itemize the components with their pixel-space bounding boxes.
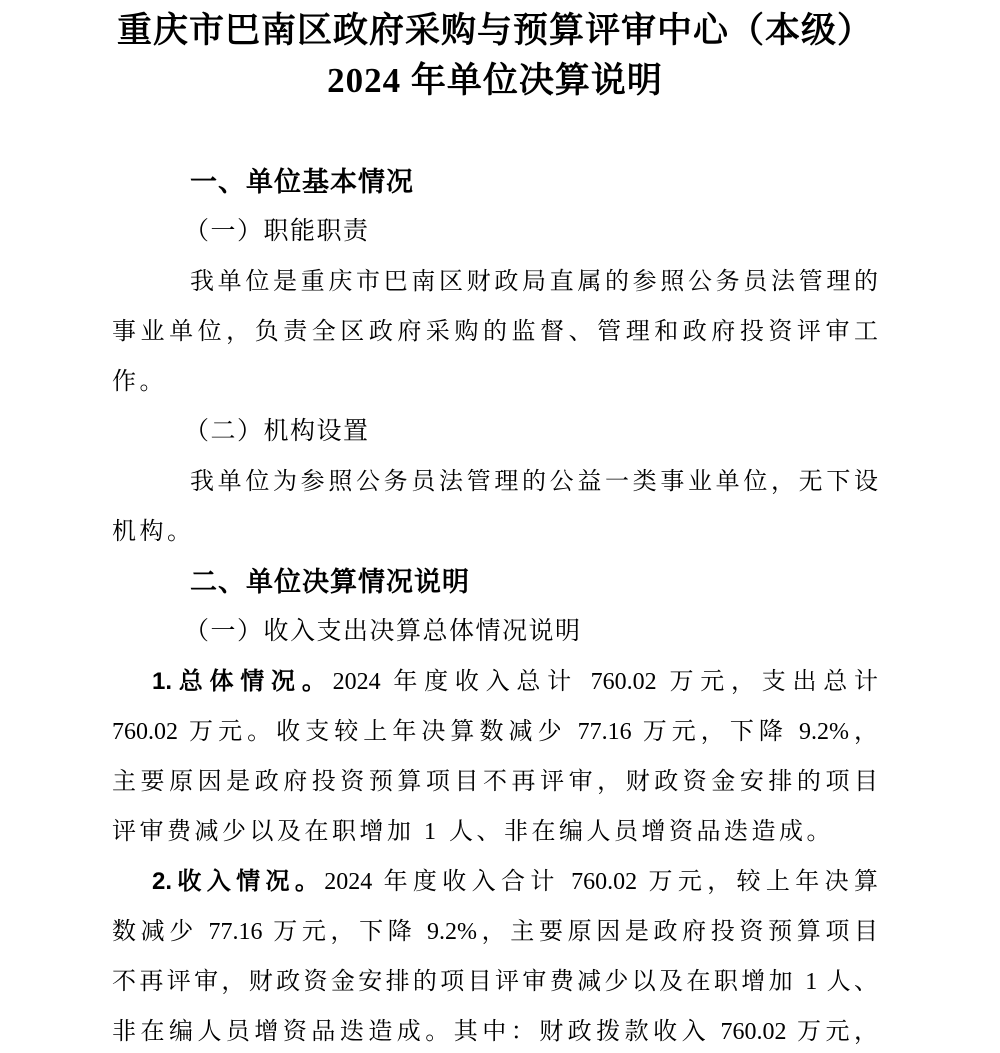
para-overall-line-1: [112, 657, 878, 707]
para-overall-line-2: 760.02 万元。收支较上年决算数减少 77.16 万元，下降 9.2%，: [112, 719, 878, 745]
para-income-line-2: 数减少 77.16 万元，下降 9.2%，主要原因是政府投资预算项目: [112, 919, 878, 945]
para-org-line-1: 我单位为参照公务员法管理的公益一类事业单位，无下设: [190, 469, 878, 495]
subheading-duties: （一）职能职责: [184, 218, 370, 245]
heading-section-1: 一、单位基本情况: [190, 167, 414, 197]
para-duties-line-1: 我单位是重庆市巴南区财政局直属的参照公务员法管理的: [190, 269, 878, 295]
para-overall-line-3: 主要原因是政府投资预算项目不再评审，财政资金安排的项目: [112, 769, 878, 795]
subheading-overall-statement: （一）收入支出决算总体情况说明: [184, 618, 582, 645]
para-income-line-1-text: 2024 年度收入合计 760.02 万元，较上年决算: [324, 869, 879, 895]
para-income-line-4: 非在编人员增资品迭造成。其中：财政拨款收入 760.02 万元，: [112, 1019, 878, 1045]
para-income-line-1: [112, 857, 878, 907]
para-income-line-3: 不再评审，财政资金安排的项目评审费减少以及在职增加 1 人、: [112, 969, 878, 995]
title-line-2: 2024 年单位决算说明: [327, 61, 663, 100]
para-org-line-2: 机构。: [112, 519, 195, 545]
title-line-1: 重庆市巴南区政府采购与预算评审中心（本级）: [116, 11, 873, 50]
bold-lead-income: 2.收入情况。: [152, 868, 325, 895]
para-overall-line-4: 评审费减少以及在职增加 1 人、非在编人员增资品迭造成。: [112, 819, 834, 845]
para-duties-line-3: 作。: [112, 369, 167, 395]
document-title: [112, 6, 878, 106]
heading-section-2: 二、单位决算情况说明: [190, 567, 470, 597]
bold-lead-overall: 1.总体情况。: [152, 668, 333, 695]
para-overall-line-1-text: 2024 年度收入总计 760.02 万元，支出总计: [332, 669, 879, 695]
subheading-org-structure: （二）机构设置: [184, 418, 370, 445]
para-duties-line-2: 事业单位，负责全区政府采购的监督、管理和政府投资评审工: [112, 319, 878, 345]
document-body: [112, 157, 878, 1053]
